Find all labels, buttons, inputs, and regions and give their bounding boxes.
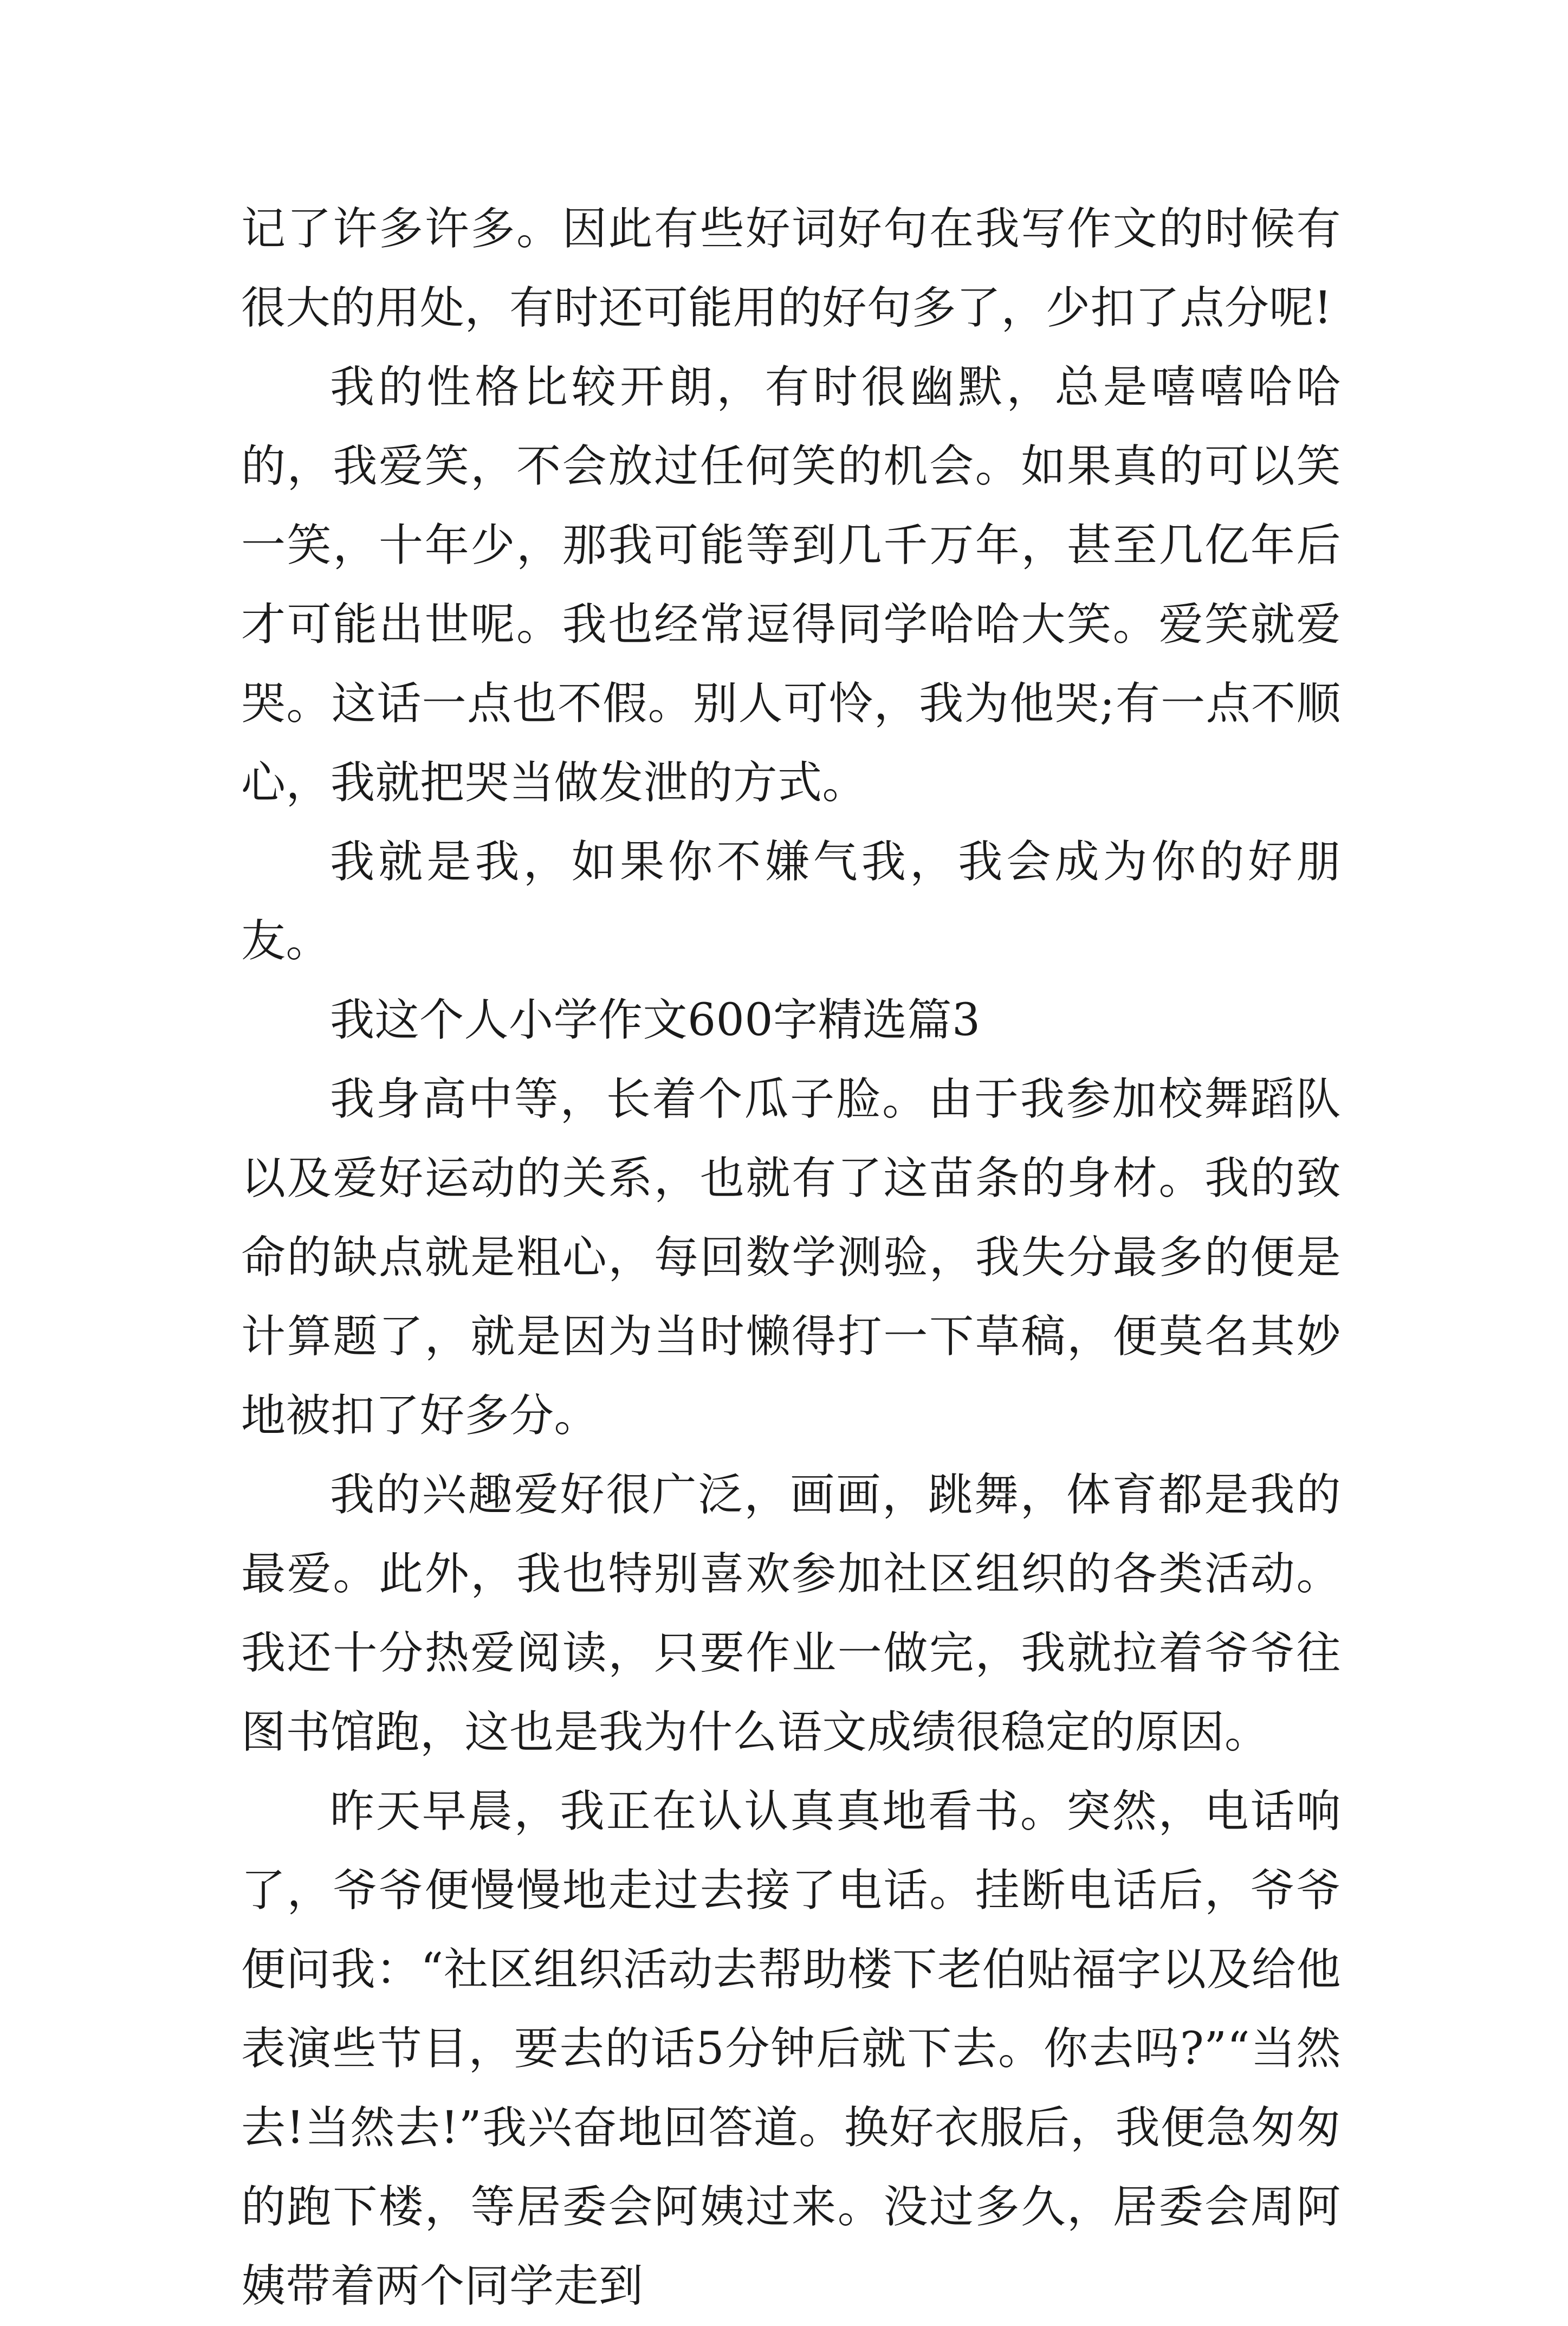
paragraph-3: 我就是我，如果你不嫌气我，我会成为你的好朋友。 (241, 836, 1341, 967)
document-body (241, 190, 1341, 2326)
paragraph-5: 我的兴趣爱好很广泛，画画，跳舞，体育都是我的最爱。此外，我也特别喜欢参加社区组织的各类活动。我还十分热爱阅读，只要作业一做完，我就拉着爷爷往图书馆跑，这也是我为什么语文成绩很稳定的原因。 (241, 1469, 1341, 1758)
paragraph-2: 我的性格比较开朗，有时很幽默，总是嘻嘻哈哈的，我爱笑，不会放过任何笑的机会。如果真的可以笑一笑，十年少，那我可能等到几千万年，甚至几亿年后才可能出世呢。我也经常逗得同学哈哈大笑。爱笑就爱哭。这话一点也不假。别人可怜，我为他哭;有一点不顺心，我就把哭当做发泄的方式。 (241, 361, 1341, 809)
section-heading: 我这个人小学作文600字精选篇3 (330, 994, 981, 1046)
paragraph-6: 昨天早晨，我正在认认真真地看书。突然，电话响了，爷爷便慢慢地走过去接了电话。挂断电话后，爷爷便问我：“社区组织活动去帮助楼下老伯贴福字以及给他表演些节目，要去的话5分钟后就下去。你去吗?”“当然去!当然去!”我兴奋地回答道。换好衣服后，我便急匆匆的跑下楼，等居委会阿姨过来。没过多久，居委会周阿姨带着两个同学走到 (241, 1786, 1341, 2312)
paragraph-4: 我身高中等，长着个瓜子脸。由于我参加校舞蹈队以及爱好运动的关系，也就有了这苗条的身材。我的致命的缺点就是粗心，每回数学测验，我失分最多的便是计算题了，就是因为当时懒得打一下草稿，便莫名其妙地被扣了好多分。 (241, 1074, 1341, 1442)
paragraph-1: 记了许多许多。因此有些好词好句在我写作文的时候有很大的用处，有时还可能用的好句多了，少扣了点分呢! (241, 203, 1341, 334)
